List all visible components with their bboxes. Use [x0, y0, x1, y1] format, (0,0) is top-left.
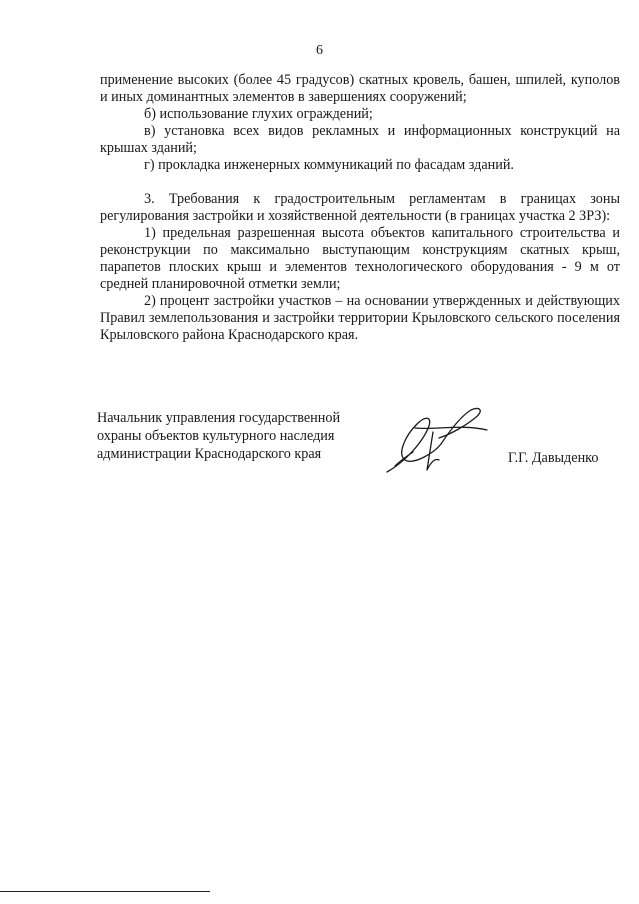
paragraph-item-1: 1) предельная разрешенная высота объектов капитального строительства и реконструкции по максимально выступающим конструкциям скатных крыш, парапетов плоских крыш и элементов технологического оборудования - 9 м от средней планировочной отметки земли;: [100, 225, 620, 292]
signatory-title: [97, 409, 340, 463]
signatory-title-line: охраны объектов культурного наследия: [97, 428, 335, 444]
signatory-title-line: администрации Краснодарского края: [97, 446, 322, 462]
signatory-title-line: Начальник управления государственной: [97, 410, 341, 426]
paragraph-section-3: 3. Требования к градостроительным регламентам в границах зоны регулирования застройки и хозяйственной деятельности (в границах участка 2 ЗРЗ):: [100, 191, 620, 224]
paragraph-item-v: в) установка всех видов рекламных и информационных конструкций на крышах зданий;: [100, 123, 620, 156]
paragraph-item-2: 2) процент застройки участков – на основании утвержденных и действующих Правил землепользования и застройки территории Крыловского сельского поселения Крыловского района Краснодарского края.: [100, 293, 620, 343]
paragraph-item-g: г) прокладка инженерных коммуникаций по фасадам зданий.: [144, 157, 514, 173]
signatory-name: Г.Г. Давыденко: [508, 450, 599, 466]
paragraph-item-b: б) использование глухих ограждений;: [144, 106, 373, 122]
document-body: [100, 72, 620, 344]
footer-divider: [0, 891, 210, 892]
handwritten-signature: [375, 402, 490, 477]
paragraph-dominant-elements: применение высоких (более 45 градусов) скатных кровель, башен, шпилей, куполов и иных доминантных элементов в завершениях сооружений;: [100, 72, 620, 105]
page-number: 6: [316, 43, 323, 58]
